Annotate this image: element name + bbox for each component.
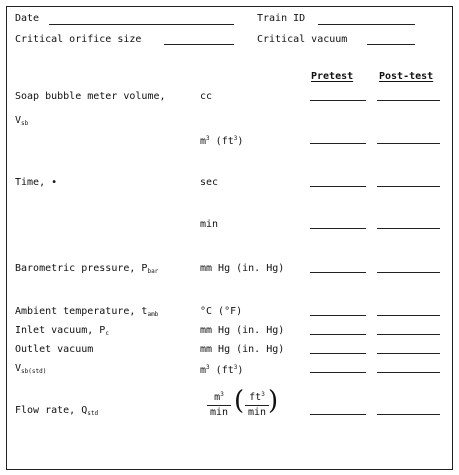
vsb-label: $V_{sb}$ [15,115,29,127]
ambient-unit: °C (°F) [200,306,243,317]
time-sec-pretest-field[interactable] [310,186,366,187]
vsbstd-unit: $m^3$ $(ft^3)$ [200,364,244,376]
date-label: Date [15,13,40,24]
baro-posttest-field[interactable] [377,272,440,273]
time-sec-unit: sec [200,177,219,188]
vsbstd-pretest-field[interactable] [310,372,366,373]
vacuum-field[interactable] [367,44,415,45]
time-label: Time, • [15,177,58,188]
inlet-label: Inlet vacuum, $P_c$ [15,325,109,337]
ambient-posttest-field[interactable] [377,315,440,316]
time-min-pretest-field[interactable] [310,228,366,229]
baro-pretest-field[interactable] [310,272,366,273]
soap-posttest-field[interactable] [377,100,440,101]
vsbstd-label: $V_{sb(std)}$ [15,363,47,375]
inlet-pretest-field[interactable] [310,334,366,335]
train-id-label: Train ID [257,13,306,24]
flow-posttest-field[interactable] [377,414,440,415]
ambient-label: Ambient temperature, $t_{amb}$ [15,306,159,318]
vsbstd-posttest-field[interactable] [377,372,440,373]
vacuum-label: Critical vacuum [257,34,348,45]
pretest-header: Pretest [311,71,354,82]
soap-pretest-field[interactable] [310,100,366,101]
posttest-header: Post-test [379,71,434,82]
time-sec-posttest-field[interactable] [377,186,440,187]
inlet-unit: mm Hg (in. Hg) [200,325,285,336]
vsb-posttest-field[interactable] [377,143,440,144]
flow-unit-fraction-imperial: $ft^3$ min [245,389,269,419]
flow-unit-fraction-metric: $m^3$ min [207,389,231,419]
outlet-label: Outlet vacuum [15,344,94,355]
outlet-unit: mm Hg (in. Hg) [200,344,285,355]
flow-unit-paren-open: ( [234,386,245,416]
baro-unit: mm Hg (in. Hg) [200,263,285,274]
time-min-posttest-field[interactable] [377,228,440,229]
time-min-unit: min [200,219,219,230]
orifice-label: Critical orifice size [15,34,142,45]
vsb-pretest-field[interactable] [310,143,366,144]
ambient-pretest-field[interactable] [310,315,366,316]
outlet-posttest-field[interactable] [377,353,440,354]
flow-label: Flow rate, $Q_{std}$ [15,405,99,417]
soap-label: Soap bubble meter volume, [15,91,166,102]
outlet-pretest-field[interactable] [310,353,366,354]
flow-unit-paren-close: ) [268,386,279,416]
flow-pretest-field[interactable] [310,414,366,415]
soap-unit: cc [200,91,213,102]
orifice-field[interactable] [164,44,234,45]
train-id-field[interactable] [318,24,415,25]
date-field[interactable] [49,24,234,25]
vsb-unit: $m^3$ $(ft^3)$ [200,135,244,147]
inlet-posttest-field[interactable] [377,334,440,335]
baro-label: Barometric pressure, $P_{bar}$ [15,263,159,275]
